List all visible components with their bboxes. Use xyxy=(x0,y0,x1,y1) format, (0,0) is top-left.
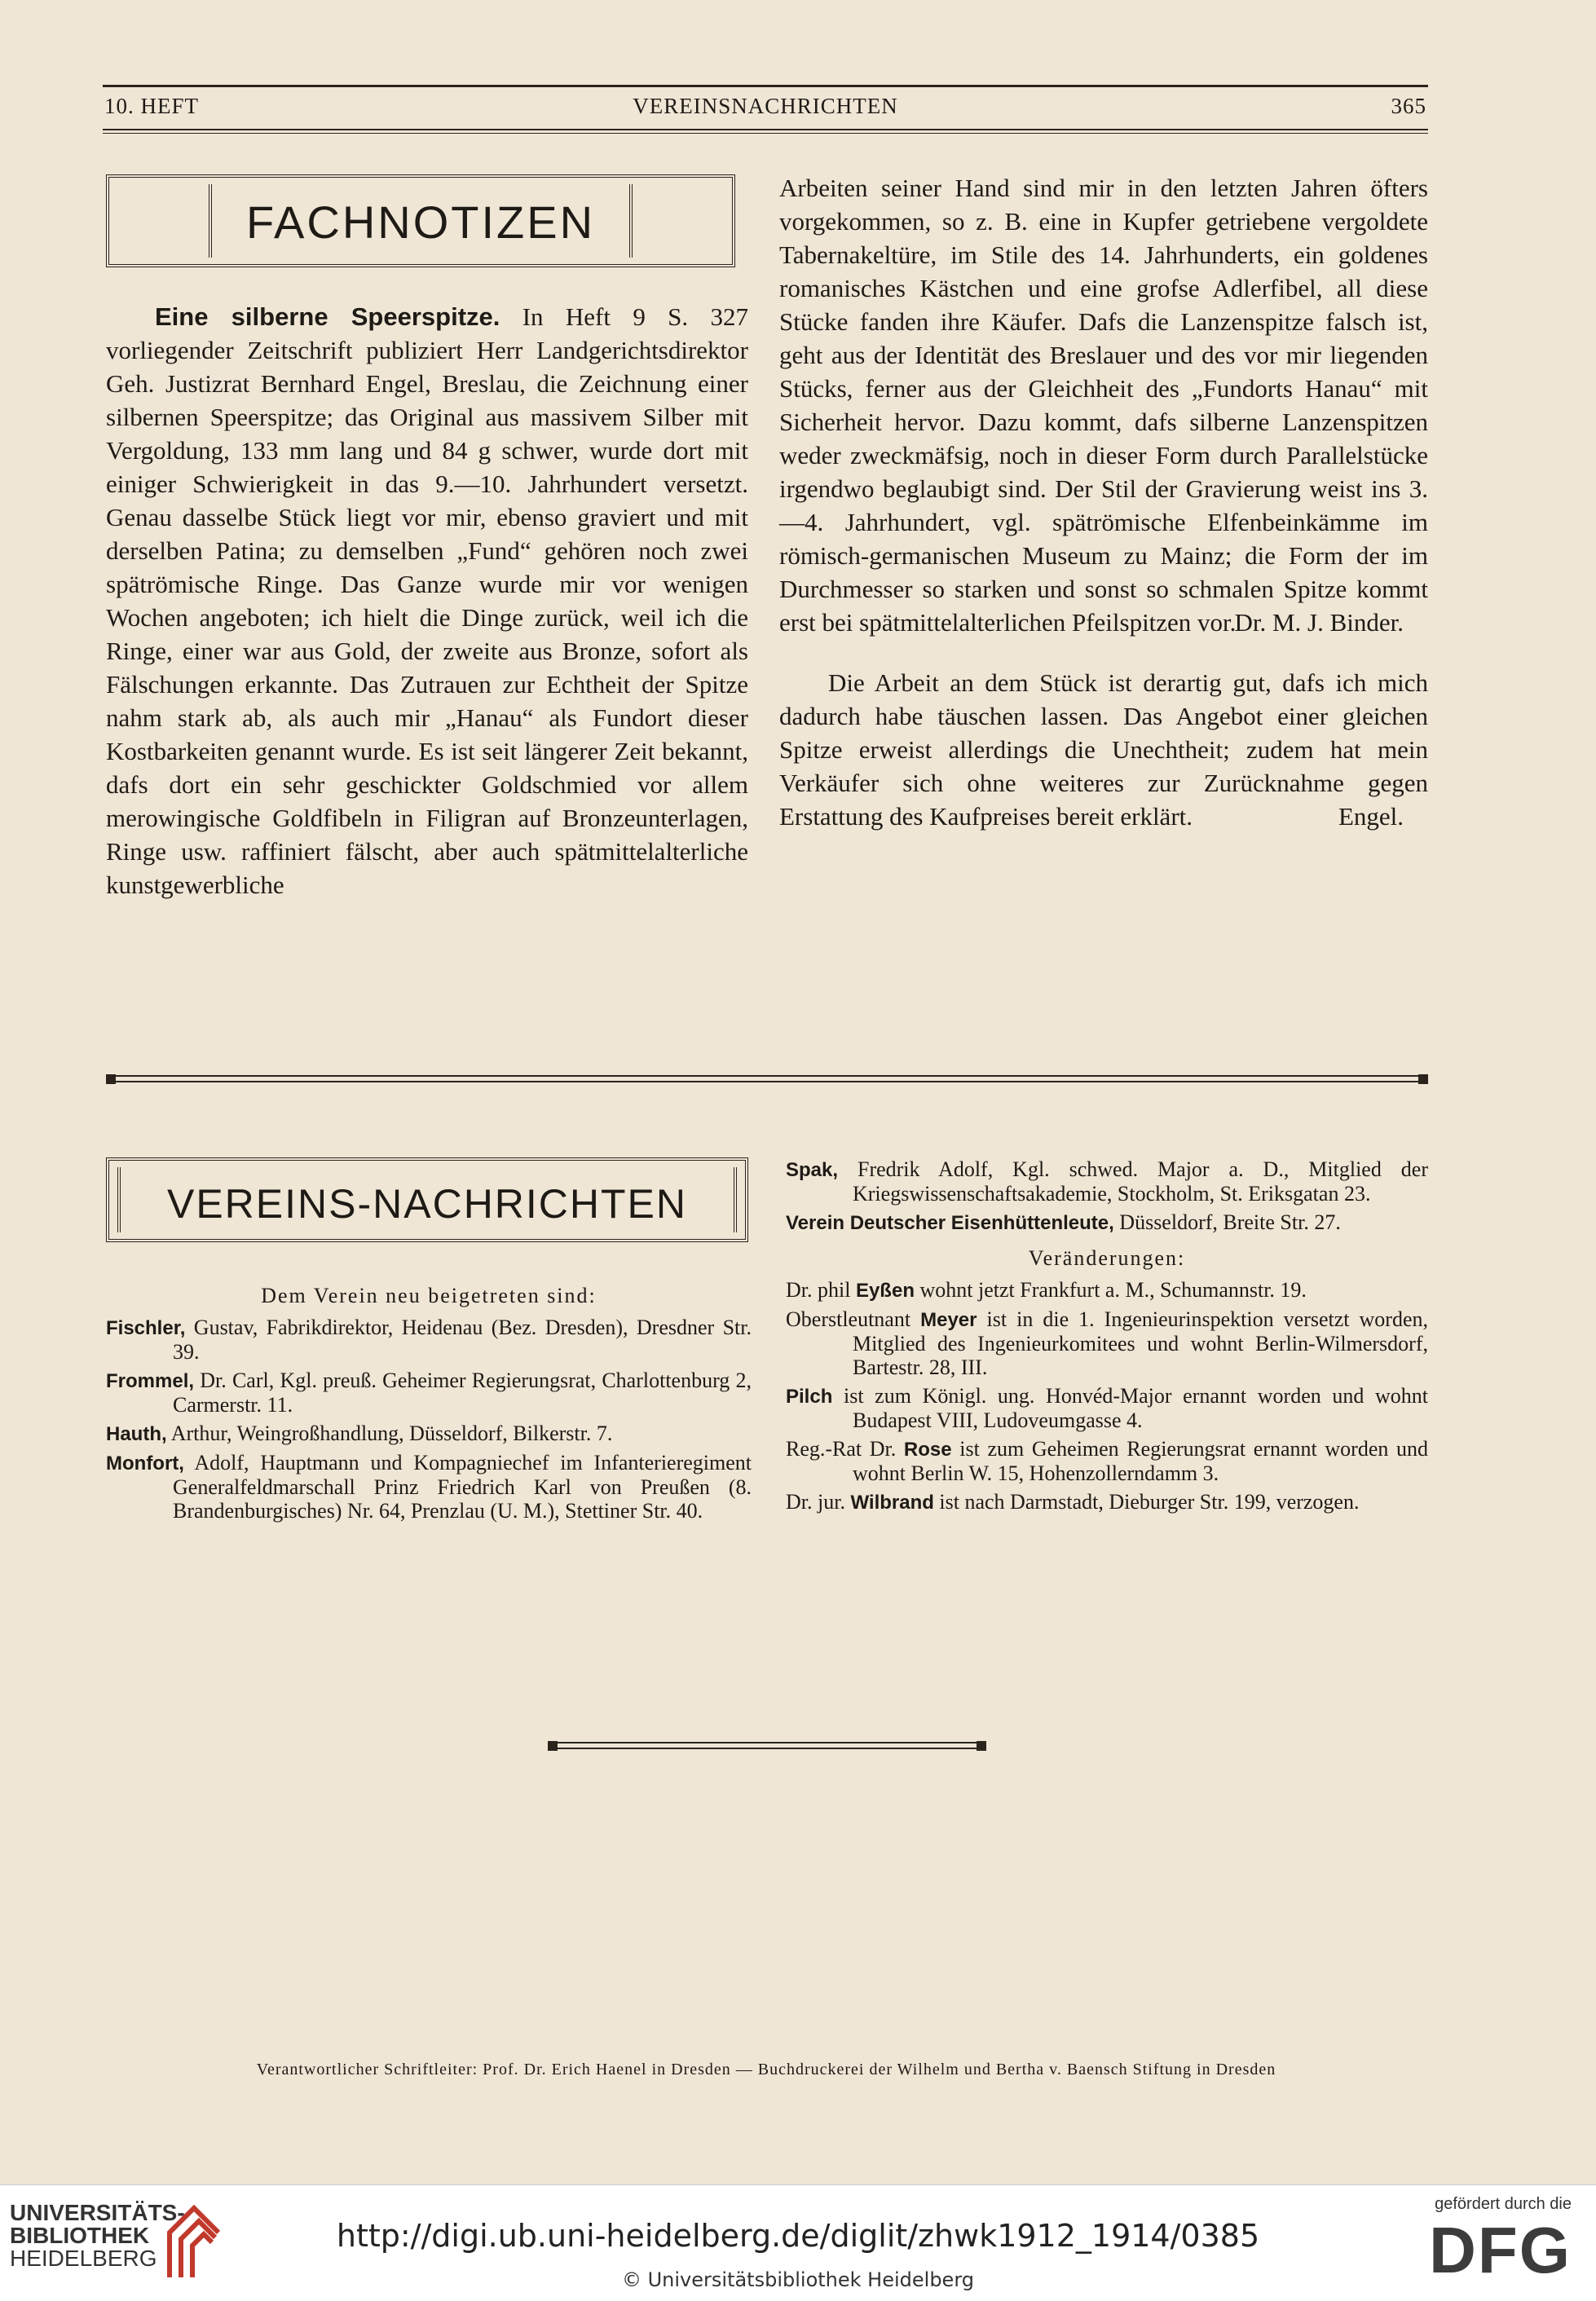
member-entry: Verein Deutscher Eisenhüttenleute, Düsseldorf, Breite Str. 27. xyxy=(786,1210,1341,1234)
page-number: 365 xyxy=(1391,94,1426,118)
signature-binder: Dr. M. J. Binder. xyxy=(1234,608,1404,637)
dfg-logo: DFG xyxy=(1429,2214,1572,2286)
member-entry: Spak, Fredrik Adolf, Kgl. schwed. Major a. D., Mitglied der Kriegswissenschaftsakademie, Stockholm, St. Eriksgatan 23. xyxy=(786,1157,1428,1206)
publisher-credit: Verantwortlicher Schriftleiter: Prof. Dr. Erich Haenel in Dresden — Buchdruckerei der Wilhelm und Bertha v. Baensch Stiftung in Dresden xyxy=(256,2061,1276,2078)
member-entry: Fischler, Gustav, Fabrikdirektor, Heidenau (Bez. Dresden), Dresdner Str. 39. xyxy=(106,1316,752,1364)
vereins-title-box xyxy=(106,1157,748,1242)
header-rule-thin xyxy=(103,133,1428,134)
permalink-url[interactable]: http://digi.ub.uni-heidelberg.de/diglit/zhwk1912_1914/0385 xyxy=(336,2218,1260,2254)
section-divider xyxy=(106,1074,1428,1084)
members-changes-column xyxy=(786,1157,1428,1519)
header-rule xyxy=(103,129,1428,130)
new-members-heading: Dem Verein neu beigetreten sind: xyxy=(261,1284,597,1307)
article-paragraph-2: Arbeiten seiner Hand sind mir in den letzten Jahren öfters vorgekommen, so z. B. eine in Kupfer getriebene vergoldete Tabernakeltüre, im Stile des 14. Jahrhunderts, ein goldenes romanisches Kästchen und eine grofse Adlerfibel, all diese Stücke fanden ihre Käufer. Dafs die Lanzenspitze falsch ist, geht aus der Identität des Breslauer und des vor mir liegenden Stücks, ferner aus der Gleichheit des „Fundorts Hanau“ mit Sicherheit hervor. Dazu kommt, dafs silberne Lanzenspitzen weder zweckmäfsig, noch in dieser Form durch Parallelstücke irgendwo beglaubigt sind. Der Stil der Gravierung weist ins 3.—4. Jahrhundert, vgl. spätrömische Elfenbeinkämme im römisch-germanischen Museum zu Mainz; die Form der im Durchmesser so starken und sonst so schmalen Spitze kommt erst bei spätmittelalterlichen Pfeilspitzen vor. xyxy=(779,174,1428,637)
change-entry: Oberstleutnant Meyer ist in die 1. Ingenieurinspektion versetzt worden, Mitglied des Ingenieurkomitees und wohnt Berlin-Wilmersdorf, Bartestr. 28, III. xyxy=(786,1307,1428,1379)
changes-heading: Veränderungen: xyxy=(1028,1246,1186,1270)
vereins-title: VEREINS-NACHRICHTEN xyxy=(166,1181,688,1227)
member-entry: Frommel, Dr. Carl, Kgl. preuß. Geheimer Regierungsrat, Charlottenburg 2, Carmerstr. 11. xyxy=(106,1369,752,1417)
end-divider xyxy=(548,1741,986,1751)
signature-engel: Engel. xyxy=(1338,802,1404,831)
fachnotizen-title-box xyxy=(106,174,735,267)
new-members-column xyxy=(106,1284,752,1527)
change-entry: Pilch ist zum Königl. ung. Honvéd-Major ernannt worden und wohnt Budapest VIII, Ludoveumgasse 4. xyxy=(786,1384,1428,1432)
change-entry: Dr. jur. Wilbrand ist nach Darmstadt, Dieburger Str. 199, verzogen. xyxy=(786,1490,1360,1514)
fachnotizen-title: FACHNOTIZEN xyxy=(245,196,596,248)
copyright-notice: © Universitätsbibliothek Heidelberg xyxy=(621,2268,974,2291)
section-header: VEREINSNACHRICHTEN xyxy=(633,94,898,118)
change-entry: Dr. phil Eyßen wohnt jetzt Frankfurt a. M., Schumannstr. 19. xyxy=(786,1278,1307,1302)
library-banner xyxy=(0,2184,1596,2301)
running-head xyxy=(104,94,1426,126)
member-entry: Hauth, Arthur, Weingroßhandlung, Düsseldorf, Bilkerstr. 7. xyxy=(106,1422,613,1445)
article-heading: Eine silberne Speerspitze. xyxy=(155,302,500,331)
funding-note: gefördert durch die xyxy=(1435,2195,1572,2213)
article-paragraph-1: In Heft 9 S. 327 vorliegender Zeitschrift publiziert Herr Landgerichtsdirektor Geh. Justizrat Bernhard Engel, Breslau, die Zeichnung einer silbernen Speerspitze; das Original aus massivem Silber mit Vergoldung, 133 mm lang und 84 g schwer, wurde dort mit einiger Schwierigkeit in das 9.—10. Jahrhundert versetzt. Genau dasselbe Stück liegt vor mir, ebenso graviert und mit derselben Patina; zu demselben „Fund“ gehören noch zwei spätrömische Ringe. Das Ganze wurde mir vor wenigen Wochen angeboten; ich hielt die Dinge zurück, weil ich die Ringe, einer war aus Gold, der zweite aus Bronze, sofort als Fälschungen erkannte. Das Zutrauen zur Echtheit der Spitze nahm stark ab, als auch mir „Hanau“ als Fundort dieser Kostbarkeiten genannt wurde. Es ist seit längerer Zeit bekannt, dafs dort ein sehr geschickter Goldschmied vor allem merowingische Goldfibeln in Filigran auf Bronzeunterlagen, Ringe usw. raffiniert fälscht, aber auch spätmittelalterliche kunstgewerbliche xyxy=(106,302,748,899)
fachnotizen-column-right xyxy=(779,171,1428,833)
top-rule xyxy=(103,85,1428,87)
change-entry: Reg.-Rat Dr. Rose ist zum Geheimen Regierungsrat ernannt worden und wohnt Berlin W. 15, Hohenzollerndamm 3. xyxy=(786,1437,1428,1485)
issue-number: 10. HEFT xyxy=(104,94,199,118)
fachnotizen-column-left xyxy=(106,300,748,901)
university-library-name: UNIVERSITÄTS- BIBLIOTHEK HEIDELBERG xyxy=(10,2200,185,2271)
member-entry: Monfort, Adolf, Hauptmann und Kompagniechef im Infanterieregiment Generalfeldmarschall Prinz Friedrich Karl von Preußen (8. Brandenburgisches) Nr. 64, Prenzlau (U. M.), Stettiner Str. 40. xyxy=(106,1451,752,1523)
article-paragraph-3: Die Arbeit an dem Stück ist derartig gut, dafs ich mich dadurch habe täuschen lassen. Das Angebot einer gleichen Spitze erweist allerdings die Unechtheit; zudem hat mein Verkäufer sich ohne weiteres zur Zurücknahme gegen Erstattung des Kaufpreises bereit erklärt. xyxy=(779,668,1428,831)
